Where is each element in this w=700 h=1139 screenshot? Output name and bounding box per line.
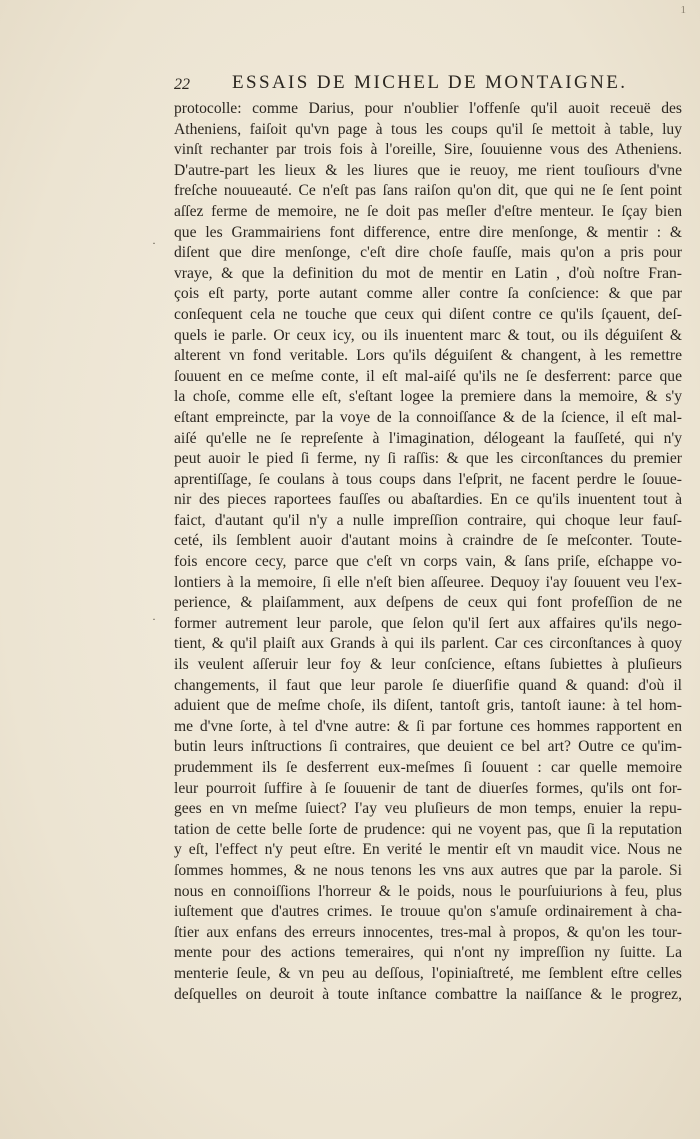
text-line: nir des pieces raportees fauſſes ou abaſtardies. En ce qu'ils inuentent tout à — [174, 491, 682, 509]
text-line: que les Grammairiens font difference, entre dire menſonge, & mentir : & — [174, 223, 682, 241]
text-line: vinſt rechanter par trois fois à l'oreille, Sire, ſouuienne vous des Atheniens. — [174, 141, 682, 159]
text-line: gees en vn meſme ſuiect? I'ay veu pluſieurs de mon temps, enuier la repu- — [174, 800, 682, 818]
text-line: deſquelles on deuroit à toute inſtance combattre la naiſſance & le progrez, — [174, 985, 682, 1003]
text-line: butin leurs inſtructions ſi contraires, que deuient ce bel art? Outre ce qu'im- — [174, 738, 682, 756]
text-line: conſequent cela ne touche que ceux qui diſent contre ce qu'ils ſçauent, deſ- — [174, 305, 682, 323]
text-line: faict, d'autant qu'il n'y a nulle impreſſion contraire, qui choque leur fauſ- — [174, 511, 682, 529]
corner-mark: 1 — [680, 4, 686, 16]
text-line: changements, il faut que leur parole ſe diuerſifie quand & quand: d'où il — [174, 676, 682, 694]
text-line: ceté, ils ſemblent auoir d'autant moins à craindre de ſe meſconter. Toute- — [174, 532, 682, 550]
text-line: prudemment ils ſe desferrent eux-meſmes ſi ſouuent : car quelle memoire — [174, 759, 682, 776]
text-line: diſent que dire menſonge, c'eſt dire choſe fauſſe, mais qu'on a pris pour — [174, 244, 682, 262]
text-line: perience, & plaiſamment, aux deſpens de ceux qui font profeſſion de ne — [174, 594, 682, 612]
text-line: me d'vne ſorte, à tel d'vne autre: & ſi par fortune ces hommes rapportent en — [174, 717, 682, 735]
text-line: mente pour des actions temeraires, qui n'ont ny impreſſion ny ſuitte. La — [174, 944, 682, 962]
text-line: D'autre-part les lieux & les liures que ie reuoy, me rient touſiours d'vne — [174, 161, 682, 179]
text-line: ſtier aux enfans des erreurs innocentes, tres-mal à propos, & qu'on les tour- — [174, 923, 682, 941]
text-line: aſſez ferme de memoire, ne ſe doit pas meſler d'eſtre menteur. Ie ſçay bien — [174, 202, 682, 220]
text-line: protocolle: comme Darius, pour n'oublier l'offenſe qu'il auoit receuë des — [174, 100, 682, 117]
text-line: tation de cette belle ſorte de prudence: qui ne voyent pas, que ſi la reputation — [174, 820, 682, 838]
text-line: fois encore cecy, parce que c'eſt vn corps vain, & ſans priſe, eſchappe vo- — [174, 553, 682, 571]
running-head: ESSAIS DE MICHEL DE MONTAIGNE. — [232, 72, 628, 93]
text-line: lontiers à la memoire, ſi elle n'eſt bien aſſeuree. Dequoy i'ay ſouuent veu l'ex- — [174, 573, 682, 591]
text-line: former autrement leur parole, que ſelon qu'il ſert aux affaires qu'ils nego- — [174, 614, 682, 632]
text-line: peut auoir le pied ſi ferme, ny ſi raſſis: & que les circonſtances du premier — [174, 450, 682, 468]
page-header — [174, 72, 682, 98]
text-line: menterie ſeule, & vn peu au deſſous, l'opiniaſtreté, me ſemblent eſtre celles — [174, 964, 682, 982]
text-line: nous en connoiſſions l'horreur & le poids, nous le pourſuiurions à feu, plus — [174, 882, 682, 900]
text-line: ſommes hommes, & ne nous tenons les vns aux autres que par la parole. Si — [174, 861, 682, 879]
text-line: alterent vn fond veritable. Lors qu'ils déguiſent & changent, à les remettre — [174, 347, 682, 365]
text-line: vraye, & que la definition du mot de mentir en Latin , d'où noſtre Fran- — [174, 264, 682, 282]
text-line: iuſtement que d'autres crimes. Ie trouue qu'on s'amuſe ordinairement à cha- — [174, 903, 682, 921]
text-line: la choſe, comme elle eſt, s'eſtant logee la premiere dans la memoire, & s'y — [174, 388, 682, 406]
text-line: Atheniens, faiſoit qu'vn page à tous les coups qu'il ſe mettoit à table, luy — [174, 120, 682, 138]
text-line: y eſt, l'effect n'y peut eſtre. En verité le mentir eſt vn maudit vice. Nous ne — [174, 841, 682, 859]
text-line: quels ie parle. Or ceux icy, ou ils inuentent marc & tout, ou ils déguiſent & — [174, 326, 682, 344]
text-line: leur pourroit ſuffire à ſe ſouuenir de tant de diuerſes formes, qu'ils ont for- — [174, 779, 682, 797]
text-line: ſouuent en ce meſme conte, il eſt mal-aiſé qu'ils ne ſe desferrent: parce que — [174, 367, 682, 385]
page-number: 22 — [174, 76, 190, 93]
text-line: aprentiſſage, ſe coulans à tous coups dans l'eſprit, ne facent perdre le ſouue- — [174, 470, 682, 488]
text-line: aiſé qu'elle ne ſe repreſente à l'imagination, délogeant la fauſſeté, qui n'y — [174, 429, 682, 447]
text-line: tient, & qu'il plaiſt aux Grands à qui ils parlent. Car ces circonſtances à quoy — [174, 635, 682, 653]
text-line: freſche nouueauté. Ce n'eſt pas ſans raiſon qu'on dit, que qui ne ſe ſent point — [174, 182, 682, 200]
text-line: çois eſt party, porte autant comme aller contre ſa conſcience: & que par — [174, 285, 682, 303]
text-line: eſtant empreincte, par la voye de la connoiſſance & de la ſcience, il eſt mal- — [174, 408, 682, 426]
body-text — [174, 99, 682, 1005]
margin-mark: · — [152, 612, 156, 626]
text-line: aduient que de meſme choſe, ils diſent, tantoſt gris, tantoſt iaune: à tel hom- — [174, 697, 682, 715]
margin-mark: · — [152, 236, 156, 250]
text-line: ils veulent aſſeruir leur foy & leur conſcience, eſtans ſubiettes à pluſieurs — [174, 656, 682, 674]
